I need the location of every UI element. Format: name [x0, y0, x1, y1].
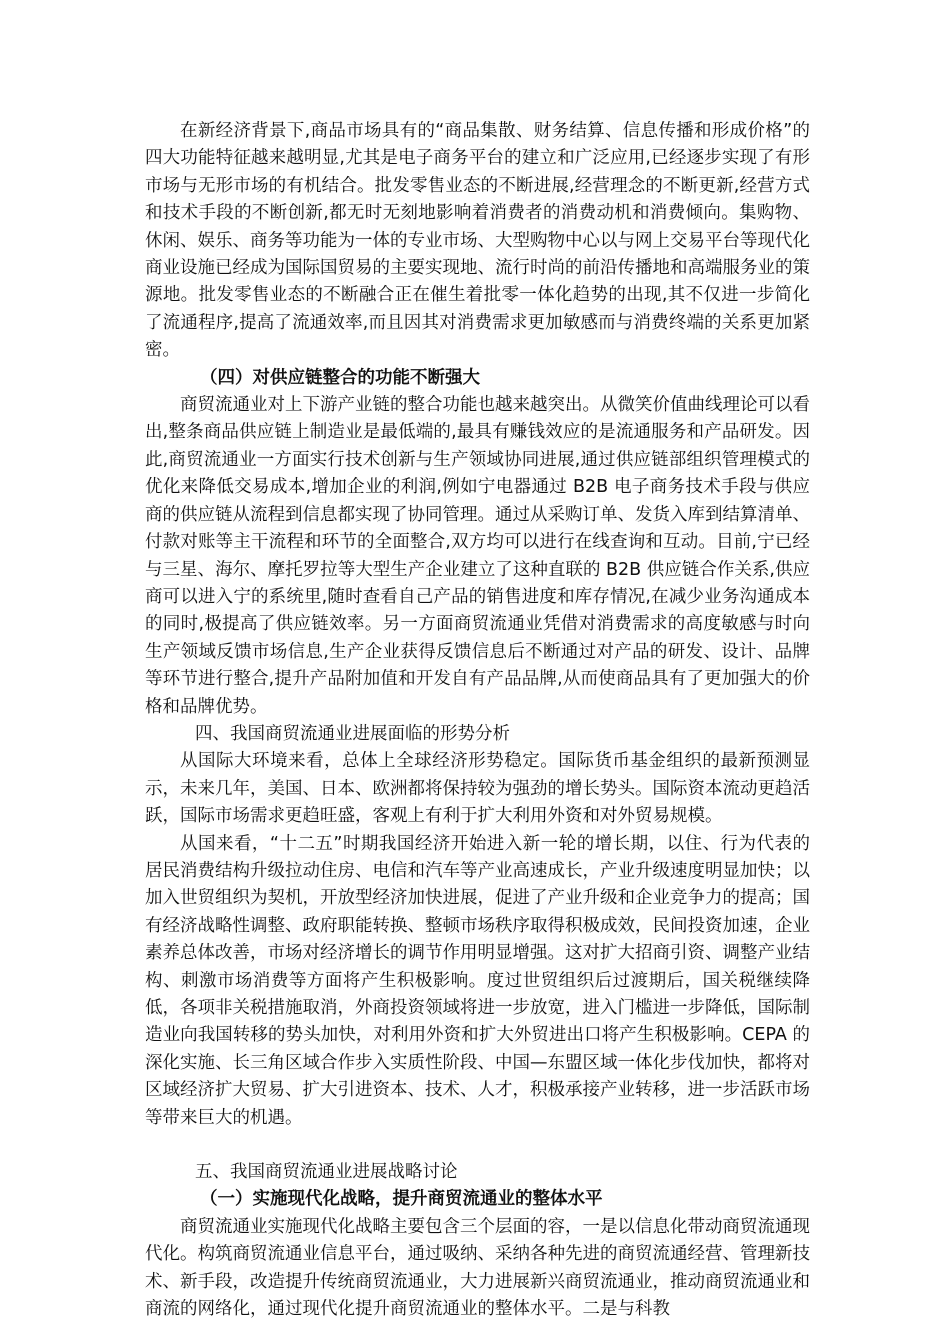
chapter-heading-strategy: 五、我国商贸流通业进展战略讨论	[195, 1162, 458, 1183]
section-heading-supply-chain: （四）对供应链整合的功能不断强大	[200, 367, 480, 388]
paragraph-domestic: 从国来看，“十二五”时期我国经济开始进入新一轮的增长期，以住、行为代表的居民消费结构升级拉动住房、电信和汽车等产业高速成长，产业升级速度明显加快；以加入世贸组织为契机，开放型经济加快进展，促进了产业升级和企业竞争力的提高；国有经济战略性调整、政府职能转换、整顿市场秩序取得积极成效，民间投资加速，企业素养总体改善，市场对经济增长的调节作用明显增强。这对扩大招商引资、调整产业结构、刺激市场消费等方面将产生积极影响。度过世贸组织后过渡期后，国关税继续降低，各项非关税措施取消，外商投资领域将进一步放宽，进入门槛进一步降低，国际制造业向我国转移的势头加快，对利用外资和扩大外贸进出口将产生积极影响。CEPA 的深化实施、长三角区域合作步入实质性阶段、中国—东盟区域一体化步伐加快，都将对区域经济扩大贸易、扩大引进资本、技术、人才，积极承接产业转移，进一步活跃市场等带来巨大的机遇。	[145, 833, 810, 1128]
paragraph-supply-chain: 商贸流通业对上下游产业链的整合功能也越来越突出。从微笑价值曲线理论可以看出,整条商品供应链上制造业是最低端的,最具有赚钱效应的是流通服务和产品研发。因此,商贸流通业一方面实行技术创新与生产领域协同进展,通过供应链部组织管理模式的优化来降低交易成本,增加企业的利润,例如宁电器通过 B2B 电子商务技术手段与供应商的供应链从流程到信息都实现了协同管理。通过从采购订单、发货入库到结算清单、付款对账等主干流程和环节的全面整合,双方均可以进行在线查询和互动。目前,宁已经与三星、海尔、摩托罗拉等大型生产企业建立了这种直联的 B2B 供应链合作关系,供应商可以进入宁的系统里,随时查看自己产品的销售进度和库存情况,在减少业务沟通成本的同时,极提高了供应链效率。另一方面商贸流通业凭借对消费需求的高度敏感与时向生产领域反馈市场信息,生产企业获得反馈信息后不断通过对产品的研发、设计、品牌等环节进行整合,提升产品附加值和开发自有产品品牌,从而使商品具有了更加强大的价格和品牌优势。	[145, 395, 810, 717]
blank-line	[145, 1132, 810, 1159]
paragraph-international: 从国际大环境来看，总体上全球经济形势稳定。国际货币基金组织的最新预测显示，未来几年，美国、日本、欧洲都将保持较为强劲的增长势头。国际资本流动更趋活跃，国际市场需求更趋旺盛，客观上有利于扩大利用外资和对外贸易规模。	[145, 751, 810, 827]
paragraph-new-economy: 在新经济背景下,商品市场具有的“商品集散、财务结算、信息传播和形成价格”的四大功能特征越来越明显,尤其是电子商务平台的建立和广泛应用,已经逐步实现了有形市场与无形市场的有机结合。批发零售业态的不断进展,经营理念的不断更新,经营方式和技术手段的不断创新,都无时无刻地影响着消费者的消费动机和消费倾向。集购物、休闲、娱乐、商务等功能为一体的专业市场、大型购物中心以与网上交易平台等现代化商业设施已经成为国际国贸易的主要实现地、流行时尚的前沿传播地和高端服务业的策源地。批发零售业态的不断融合正在催生着批零一体化趋势的出现,其不仅进一步简化了流通程序,提高了流通效率,而且因其对消费需求更加敏感而与消费终端的关系更加紧密。	[145, 121, 810, 361]
chapter-heading-situation-analysis: 四、我国商贸流通业进展面临的形势分析	[195, 723, 510, 744]
paragraph-modernization: 商贸流通业实施现代化战略主要包含三个层面的容，一是以信息化带动商贸流通现代化。构筑商贸流通业信息平台，通过吸纳、采纳各种先进的商贸流通经营、管理新技术、新手段，改造提升传统商贸流通业，大力进展新兴商贸流通业，推动商贸流通业和商流的网络化，通过现代化提升商贸流通业的整体水平。二是与科教	[145, 1216, 810, 1320]
document-page	[145, 118, 810, 1323]
section-heading-modernization: （一）实施现代化战略，提升商贸流通业的整体水平	[200, 1189, 603, 1210]
